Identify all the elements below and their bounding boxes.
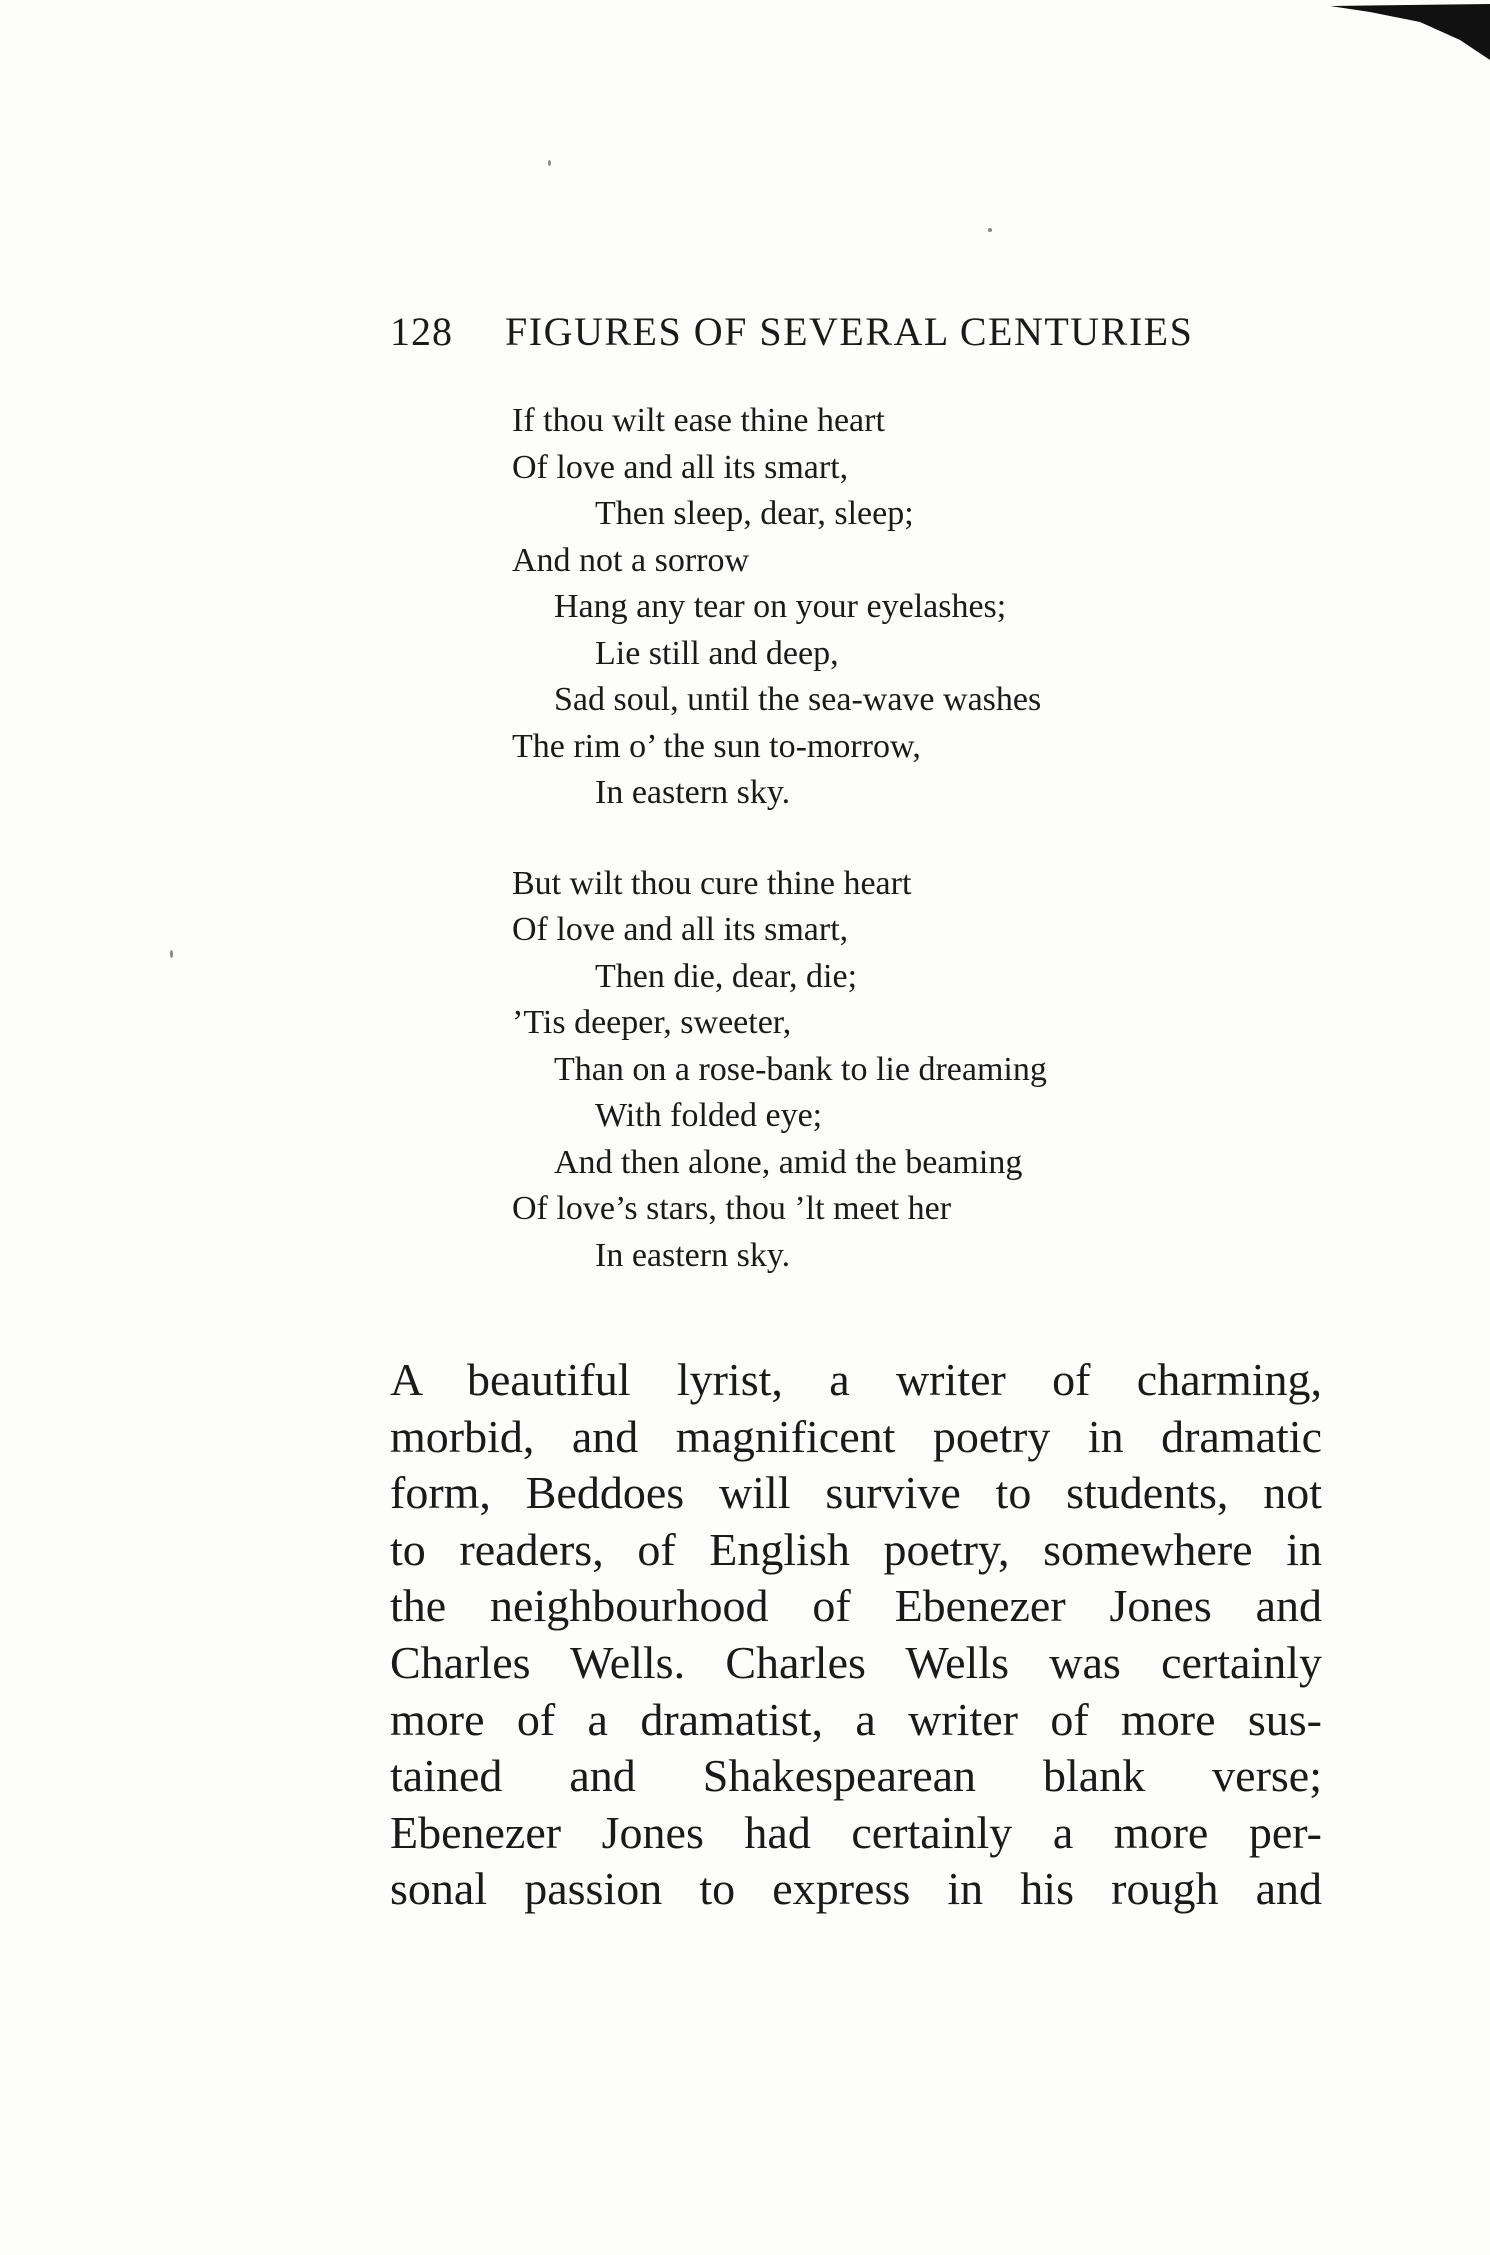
poem-line: Of love and all its smart, <box>512 448 849 486</box>
poem-line: ’Tis deeper, sweeter, <box>512 1004 792 1041</box>
page-number: 128 <box>390 309 453 354</box>
scan-speck <box>988 228 992 232</box>
poem-line: But wilt thou cure thine heart <box>512 864 912 902</box>
poem-line: In eastern sky. <box>595 1236 791 1274</box>
paragraph-line: the neighbourhood of Ebenezer Jones and <box>390 1580 1322 1632</box>
paragraph-line: sonal passion to express in his rough and <box>390 1863 1322 1915</box>
poem-line: Than on a rose-bank to lie dreaming <box>554 1050 1047 1088</box>
paragraph-line: tained and Shakespearean blank verse; <box>390 1750 1322 1802</box>
poem-line: In eastern sky. <box>595 774 791 811</box>
poem-line: The rim o’ the sun to-morrow, <box>512 727 921 765</box>
poem-line: And then alone, amid the beaming <box>554 1143 1023 1181</box>
poem-line: Of love’s stars, thou ’lt meet her <box>512 1190 952 1227</box>
paragraph-line: form, Beddoes will survive to students, not <box>390 1467 1322 1519</box>
paragraph-line: Ebenezer Jones had certainly a more per- <box>390 1806 1322 1858</box>
poem-line: Then die, dear, die; <box>595 957 858 995</box>
paragraph-line: to readers, of English poetry, somewhere in <box>390 1523 1322 1575</box>
poem-line: And not a sorrow <box>512 541 750 579</box>
poem-line: Sad soul, until the sea-wave washes <box>554 681 1042 718</box>
poem-line: Lie still and deep, <box>595 634 839 672</box>
poem-stanza-1 <box>512 398 1272 817</box>
paragraph-line: Charles Wells. Charles Wells was certainly <box>390 1636 1322 1688</box>
poem-line: With folded eye; <box>595 1097 823 1134</box>
scan-speck <box>548 160 551 166</box>
poem-line: Hang any tear on your eyelashes; <box>554 588 1007 625</box>
paragraph-line: A beautiful lyrist, a writer of charming, <box>390 1354 1322 1405</box>
poem-line: Of love and all its smart, <box>512 911 849 948</box>
paragraph-line: more of a dramatist, a writer of more sus- <box>390 1693 1322 1745</box>
body-paragraph <box>390 1352 1322 1918</box>
poem <box>512 398 1272 1279</box>
poem-stanza-2 <box>512 861 1272 1280</box>
poem-line: If thou wilt ease thine heart <box>512 402 885 439</box>
poem-line: Then sleep, dear, sleep; <box>595 495 914 532</box>
scan-speck <box>170 950 173 958</box>
running-head <box>390 308 1298 368</box>
scan-edge-mark <box>1310 0 1490 60</box>
running-title: FIGURES OF SEVERAL CENTURIES <box>505 309 1194 354</box>
paragraph-line: morbid, and magnificent poetry in dramatic <box>390 1410 1322 1462</box>
